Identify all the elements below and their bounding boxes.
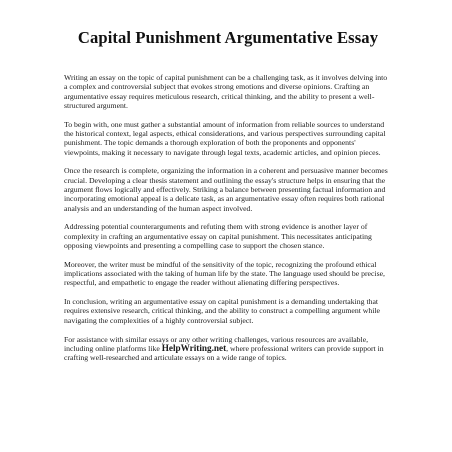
paragraph-research: To begin with, one must gather a substantial amount of information from reliable sources to understand the historical context, legal aspects, ethical considerations, and various perspectives surrounding capital punishment. The topic demands a thorough exploration of both the proponents and opponents' viewpoints, making it necessary to navigate through legal texts, academic articles, and opinion pieces.	[64, 119, 386, 157]
paragraph-counterarguments: Addressing potential counterarguments and refuting them with strong evidence is another layer of complexity in crafting an argumentative essay on capital punishment. This necessitates anticipating opposing viewpoints and presenting a compelling case to support the chosen stance.	[64, 222, 372, 250]
assistance-text-before: For assistance with similar essays or any other writing challenges, various resources are available, including online platforms like	[64, 334, 369, 353]
essay-title: Capital Punishment Argumentative Essay	[77, 28, 379, 47]
paragraph-sensitivity: Moreover, the writer must be mindful of the sensitivity of the topic, recognizing the profound ethical implications associated with the taking of human life by the state. The language used should be precise, respectful, and empathetic to engage the reader without alienating differing perspectives.	[64, 259, 385, 288]
paragraph-assistance	[64, 335, 392, 363]
paragraph-conclusion: In conclusion, writing an argumentative essay on capital punishment is a demanding undertaking that requires extensive research, critical thinking, and the ability to construct a compelling argument while navigating the complexities of a highly controversial subject.	[64, 297, 380, 325]
paragraph-organization: Once the research is complete, organizing the information in a coherent and persuasive manner becomes crucial. Developing a clear thesis statement and outlining the essay's structure helps in ensuring that the argument flows logically and effectively. Striking a balance between presenting factual information and incorporating emotional appeal is a delicate task, as an argumentative essay often requires both rational analysis and an understanding of the human aspect involved.	[64, 166, 388, 213]
assistance-text-after: , where professional writers can provide support in crafting well-researched and articulate essays on a wide range of topics.	[64, 343, 384, 363]
paragraph-intro: Writing an essay on the topic of capital punishment can be a challenging task, as it involves delving into a complex and controversial subject that evokes strong emotions and diverse opinions. Crafting an argumentative essay requires meticulous research, critical thinking, and the ability to present a well-structured argument.	[64, 73, 388, 110]
helpwriting-link[interactable]: HelpWriting.net	[161, 342, 227, 353]
